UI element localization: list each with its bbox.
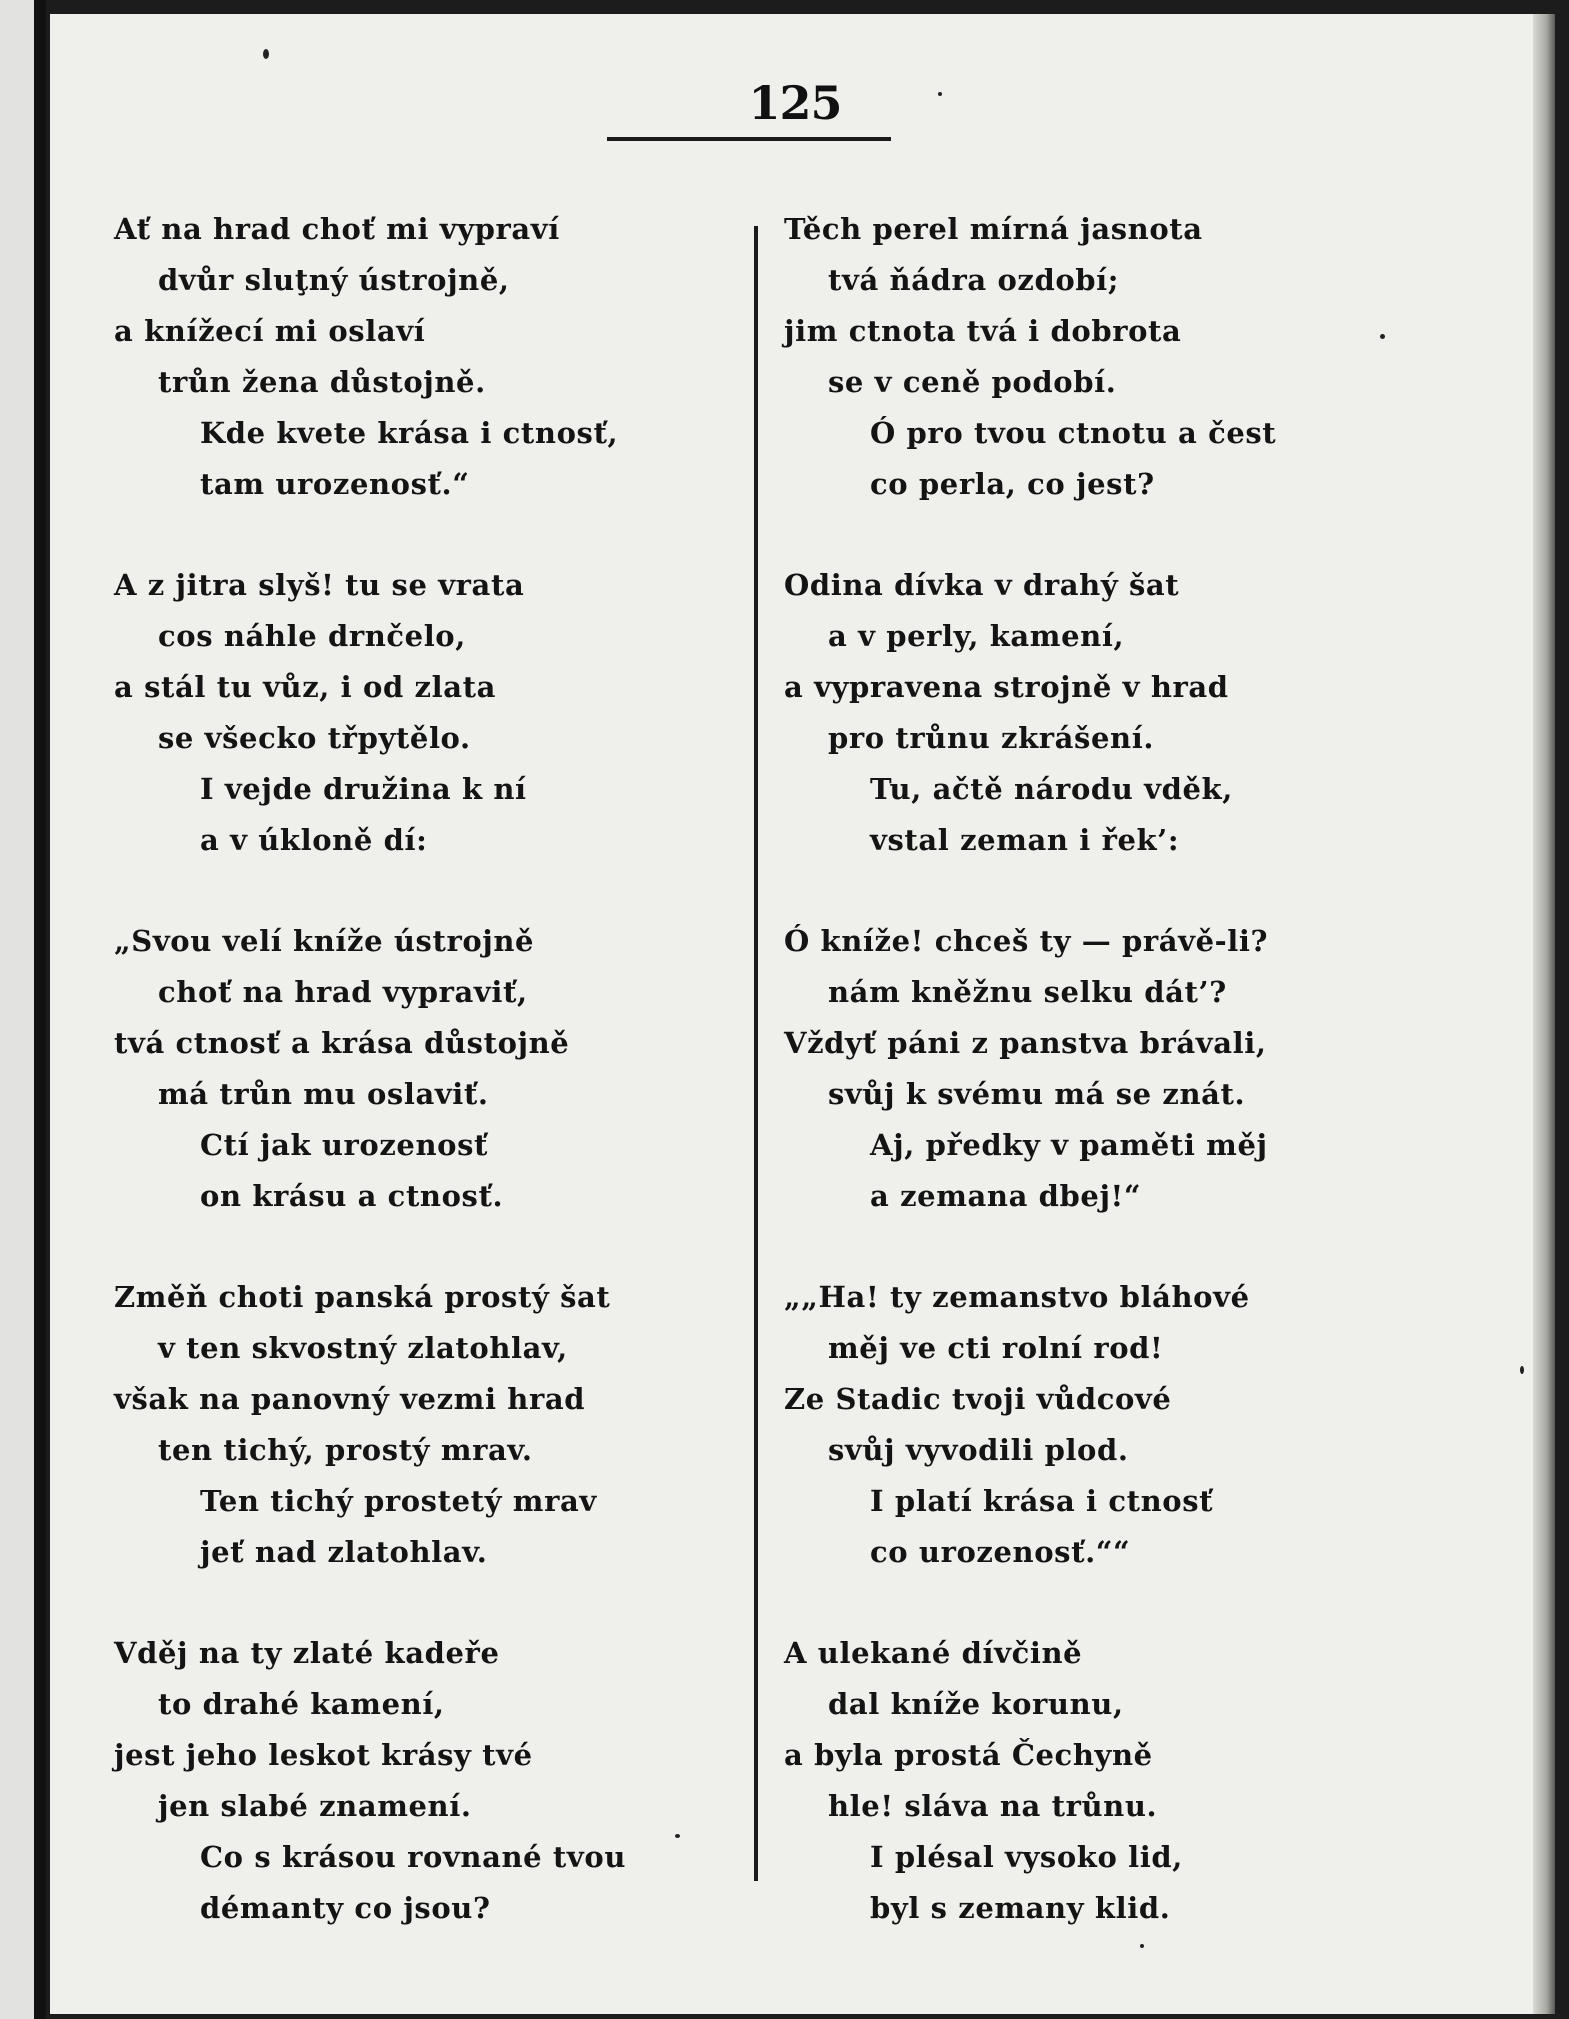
verse-line: jen slabé znamení. xyxy=(158,1789,472,1823)
verse-line: byl s zemany klid. xyxy=(870,1891,1171,1925)
verse-line: Ze Stadic tvoji vůdcové xyxy=(784,1382,1172,1416)
verse-line: démanty co jsou? xyxy=(200,1891,491,1925)
verse-line: Co s krásou rovnané tvou xyxy=(200,1840,627,1874)
stanza xyxy=(784,204,1464,510)
verse-line: Ó kníže! chceš ty — právě-li? xyxy=(784,924,1269,958)
verse-line: Ten tichý prostetý mrav xyxy=(200,1484,597,1518)
page-edge-shadow xyxy=(1533,14,1555,2014)
verse-line: tvá ctnosť a krása důstojně xyxy=(114,1026,570,1060)
print-speck xyxy=(263,49,269,59)
verse-line: Odina dívka v drahý šat xyxy=(784,568,1180,602)
verse-line: a byla prostá Čechyně xyxy=(784,1738,1153,1772)
verse-line: a v perly, kamení, xyxy=(828,619,1125,653)
verse-line: Ctí jak urozenosť xyxy=(200,1128,489,1162)
print-speck xyxy=(938,92,942,96)
stanza xyxy=(784,560,1464,866)
verse-line: co perla, co jest? xyxy=(870,467,1155,501)
verse-line: Aj, předky v paměti měj xyxy=(870,1128,1268,1162)
verse-line: ten tichý, prostý mrav. xyxy=(158,1433,533,1467)
verse-line: Ať na hrad choť mi vypraví xyxy=(114,212,560,246)
verse-line: tam urozenosť.“ xyxy=(200,467,470,501)
verse-line: měj ve cti rolní rod! xyxy=(828,1331,1164,1365)
page-number-rule xyxy=(607,137,891,141)
verse-line: „Svou velí kníže ústrojně xyxy=(114,924,535,958)
stanza xyxy=(784,1272,1464,1578)
stanza xyxy=(114,916,734,1222)
verse-line: a stál tu vůz, i od zlata xyxy=(114,670,496,704)
verse-line: pro trůnu zkrášení. xyxy=(828,721,1155,755)
column-divider xyxy=(754,226,758,1881)
verse-line: a v úkloně dí: xyxy=(200,823,428,857)
print-speck xyxy=(1140,1944,1144,1948)
verse-line: však na panovný vezmi hrad xyxy=(114,1382,586,1416)
verse-line: on krásu a ctnosť. xyxy=(200,1179,504,1213)
stanza xyxy=(114,204,734,510)
verse-line: trůn žena důstojně. xyxy=(158,365,486,399)
print-speck xyxy=(1380,334,1385,339)
verse-line: a vypravena strojně v hrad xyxy=(784,670,1229,704)
verse-line: choť na hrad vypraviť, xyxy=(158,975,528,1009)
right-column xyxy=(784,204,1464,1934)
verse-line: I platí krása i ctnosť xyxy=(870,1484,1214,1518)
verse-line: hle! sláva na trůnu. xyxy=(828,1789,1158,1823)
left-column xyxy=(114,204,734,1934)
verse-line: svůj k svému má se znát. xyxy=(828,1077,1246,1111)
verse-line: se v ceně podobí. xyxy=(828,365,1117,399)
verse-line: jeť nad zlatohlav. xyxy=(200,1535,488,1569)
verse-line: to drahé kamení, xyxy=(158,1687,445,1721)
verse-line: a knížecí mi oslaví xyxy=(114,314,426,348)
page-number: 125 xyxy=(748,76,842,130)
verse-line: Vždyť páni z panstva brávali, xyxy=(784,1026,1267,1060)
adjacent-page-edge xyxy=(0,0,46,2019)
stanza xyxy=(114,1272,734,1578)
verse-line: vstal zeman i řek’: xyxy=(870,823,1180,857)
verse-line: I plésal vysoko lid, xyxy=(870,1840,1183,1874)
verse-line: A z jitra slyš! tu se vrata xyxy=(114,568,525,602)
print-speck xyxy=(675,1834,680,1838)
verse-line: Tu, ačtě národu vděk, xyxy=(870,772,1233,806)
verse-line: A ulekané dívčině xyxy=(784,1636,1083,1670)
verse-line: nám kněžnu selku dát’? xyxy=(828,975,1227,1009)
verse-line: a zemana dbej!“ xyxy=(870,1179,1142,1213)
verse-line: Kde kvete krása i ctnosť, xyxy=(200,416,619,450)
verse-line: Vděj na ty zlaté kadeře xyxy=(114,1636,500,1670)
verse-line: Změň choti panská prostý šat xyxy=(114,1280,611,1314)
verse-line: v ten skvostný zlatohlav, xyxy=(158,1331,568,1365)
stanza xyxy=(114,1628,734,1934)
print-speck xyxy=(1520,1366,1524,1374)
verse-line: dvůr sluţný ústrojně, xyxy=(158,263,510,297)
verse-line: „„Ha! ty zemanstvo bláhové xyxy=(784,1280,1250,1314)
verse-line: I vejde družina k ní xyxy=(200,772,527,806)
verse-line: Těch perel mírná jasnota xyxy=(784,212,1203,246)
verse-line: dal kníže korunu, xyxy=(828,1687,1124,1721)
verse-line: tvá ňádra ozdobí; xyxy=(828,263,1120,297)
stanza xyxy=(784,916,1464,1222)
verse-line: svůj vyvodili plod. xyxy=(828,1433,1129,1467)
verse-line: se všecko třpytělo. xyxy=(158,721,471,755)
verse-line: jim ctnota tvá i dobrota xyxy=(784,314,1182,348)
verse-line: má trůn mu oslaviť. xyxy=(158,1077,489,1111)
verse-line: cos náhle drnčelo, xyxy=(158,619,466,653)
verse-line: jest jeho leskot krásy tvé xyxy=(114,1738,533,1772)
stanza xyxy=(114,560,734,866)
verse-line: co urozenosť.““ xyxy=(870,1535,1131,1569)
verse-line: Ó pro tvou ctnotu a čest xyxy=(870,416,1277,450)
stanza xyxy=(784,1628,1464,1934)
book-page xyxy=(50,14,1555,2014)
